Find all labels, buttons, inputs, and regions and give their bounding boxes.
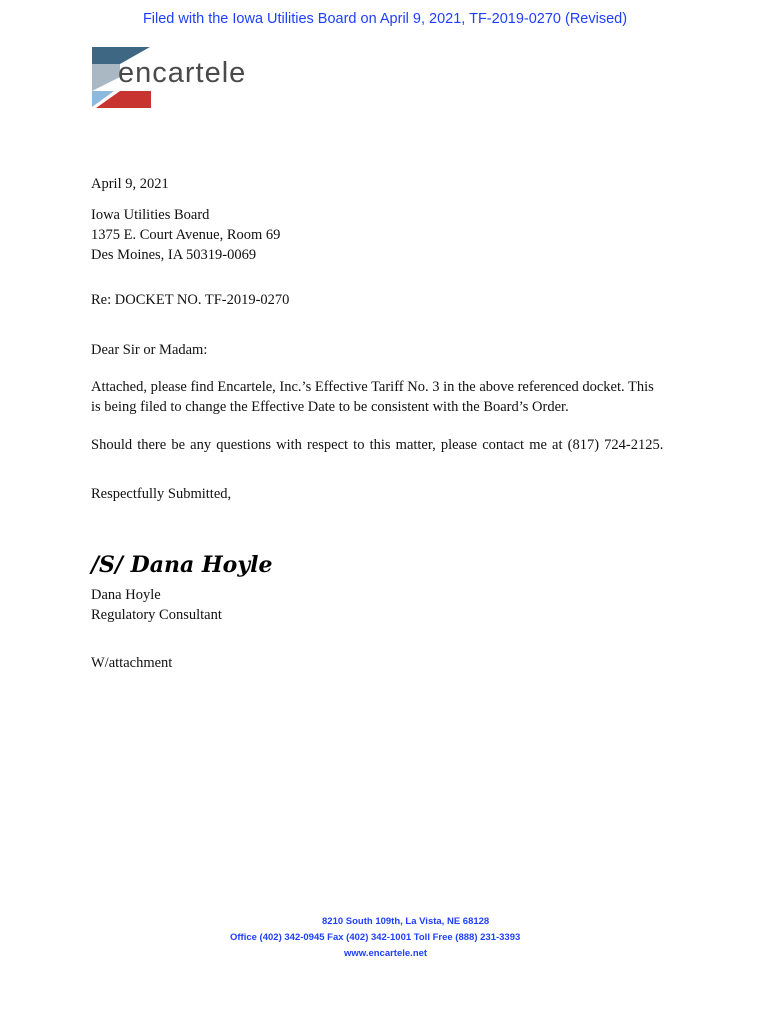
recipient-address bbox=[91, 205, 280, 265]
footer-address: 8210 South 109th, La Vista, NE 68128 bbox=[322, 916, 490, 927]
recipient-name: Iowa Utilities Board bbox=[91, 207, 210, 223]
signature: /S/ Dana Hoyle bbox=[91, 552, 273, 578]
body-paragraph-1 bbox=[91, 377, 691, 417]
encartele-logo bbox=[92, 47, 252, 109]
re-line: Re: DOCKET NO. TF-2019-0270 bbox=[91, 292, 290, 308]
recipient-street: 1375 E. Court Avenue, Room 69 bbox=[91, 227, 281, 243]
signer-block bbox=[91, 585, 222, 625]
body-paragraph-1-line: is being filed to change the Effective Date to be consistent with the Board’s Order. bbox=[91, 399, 569, 415]
filing-stamp: Filed with the Iowa Utilities Board on April 9, 2021, TF-2019-0270 (Revised) bbox=[142, 11, 628, 27]
body-paragraph-2-line: Should there be any questions with respect to this matter, please contact me at (817) 724-2125. bbox=[91, 437, 664, 453]
body-paragraph-1-line: Attached, please find Encartele, Inc.’s Effective Tariff No. 3 in the above referenced docket. This bbox=[91, 379, 654, 395]
recipient-city: Des Moines, IA 50319-0069 bbox=[91, 247, 257, 263]
closing: Respectfully Submitted, bbox=[91, 486, 232, 502]
signer-name: Dana Hoyle bbox=[91, 587, 161, 603]
signer-title: Regulatory Consultant bbox=[91, 607, 222, 623]
footer-website[interactable]: www.encartele.net bbox=[344, 948, 428, 959]
footer-contact: Office (402) 342-0945 Fax (402) 342-1001 Toll Free (888) 231-3393 bbox=[230, 932, 521, 943]
logo-left-block bbox=[92, 64, 120, 91]
logo-wordmark: encartele bbox=[118, 57, 247, 89]
body-paragraph-2 bbox=[91, 435, 691, 455]
enclosure-note: W/attachment bbox=[91, 655, 173, 671]
letter-date: April 9, 2021 bbox=[91, 176, 169, 192]
salutation: Dear Sir or Madam: bbox=[91, 342, 208, 358]
